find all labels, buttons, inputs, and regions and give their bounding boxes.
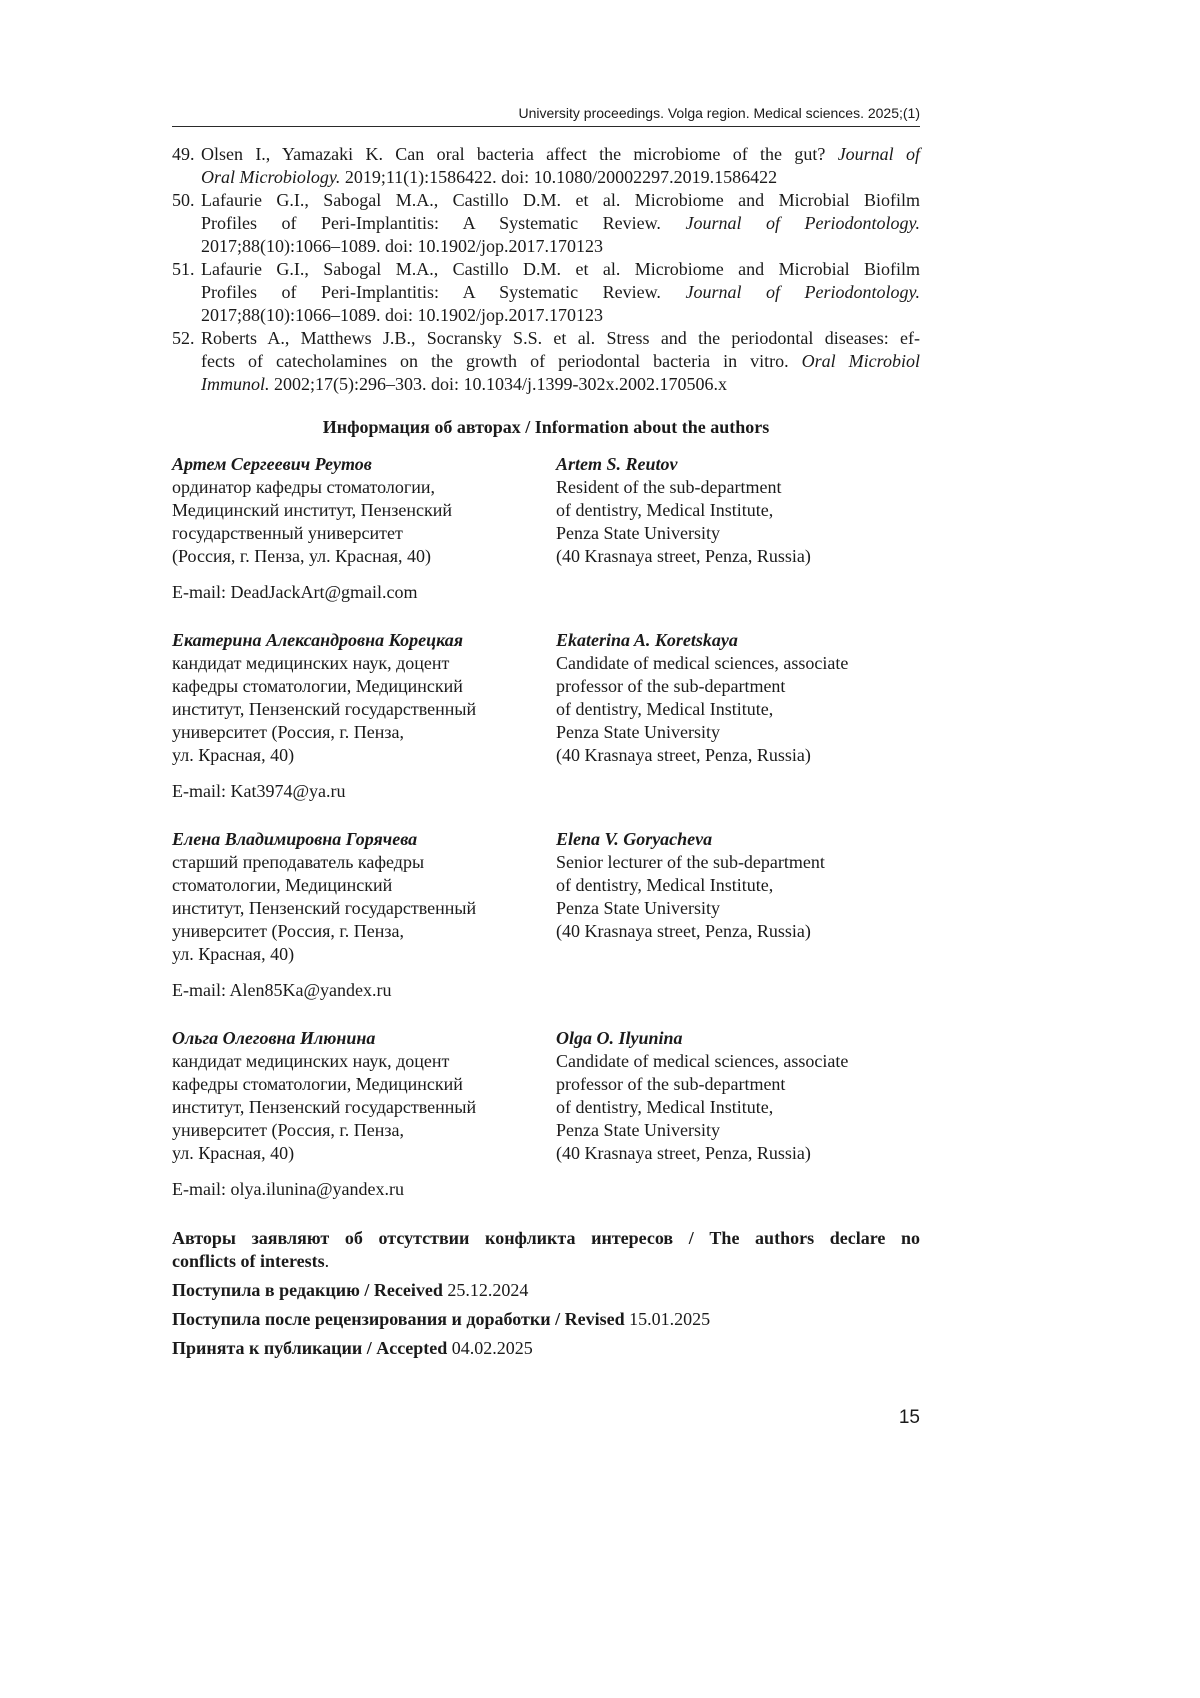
affiliation-line-ru: университет (Россия, г. Пенза, <box>172 921 404 941</box>
reference-item <box>172 189 920 258</box>
affiliation-line-en: Penza State University <box>556 722 720 742</box>
reference-line <box>201 143 920 166</box>
author-name-ru: Ольга Олеговна Илюнина <box>172 1028 376 1048</box>
affiliation-line-ru: ул. Красная, 40) <box>172 1143 295 1163</box>
date-label: Поступила в редакцию / Received <box>172 1280 443 1300</box>
author-name-ru: Артем Сергеевич Реутов <box>172 454 372 474</box>
reference-line <box>201 327 920 350</box>
author-info-ru <box>172 828 556 966</box>
affiliation-line-en: Resident of the sub-department <box>556 477 782 497</box>
reference-text: fects of catecholamines on the growth of periodontal bacteria in vitro. <box>201 351 802 371</box>
affiliation-line-ru: институт, Пензенский государственный <box>172 898 477 918</box>
reference-number: 51. <box>172 259 195 279</box>
affiliation-line-en: of dentistry, Medical Institute, <box>556 875 774 895</box>
running-header: University proceedings. Volga region. Medical sciences. 2025;(1) <box>172 102 920 127</box>
affiliation-line-ru: государственный университет <box>172 523 403 543</box>
email-address: Kat3974@ya.ru <box>230 781 346 801</box>
affiliation-line-ru: стоматологии, Медицинский <box>172 875 393 895</box>
journal-title: Oral Microbiology. <box>201 167 341 187</box>
affiliation-line-ru: кафедры стоматологии, Медицинский <box>172 1074 463 1094</box>
reference-text: 2017;88(10):1066–1089. doi: 10.1902/jop.2017.170123 <box>201 305 603 325</box>
affiliation-line-ru: ул. Красная, 40) <box>172 944 295 964</box>
affiliation-line-en: Penza State University <box>556 898 720 918</box>
affiliation-line-en: (40 Krasnaya street, Penza, Russia) <box>556 1143 811 1163</box>
affiliation-line-ru: Медицинский институт, Пензенский <box>172 500 452 520</box>
reference-line <box>201 258 920 281</box>
reference-line <box>201 350 920 373</box>
affiliation-line-en: Penza State University <box>556 523 720 543</box>
reference-text: Profiles of Peri-Implantitis: A Systematic Review. <box>201 282 686 302</box>
affiliation-line-en: Candidate of medical sciences, associate <box>556 1051 849 1071</box>
date-received <box>172 1279 920 1302</box>
journal-title: Journal of Periodontology. <box>685 213 920 233</box>
author-info-en <box>556 1027 920 1165</box>
date-accepted <box>172 1337 920 1360</box>
date-value: 15.01.2025 <box>624 1309 711 1329</box>
affiliation-line-ru: университет (Россия, г. Пенза, <box>172 1120 404 1140</box>
reference-line <box>201 212 920 235</box>
affiliation-line-en: of dentistry, Medical Institute, <box>556 500 774 520</box>
reference-line <box>201 304 920 327</box>
author-info-ru <box>172 629 556 767</box>
reference-text: Olsen I., Yamazaki K. Can oral bacteria affect the microbiome of the gut? <box>201 144 838 164</box>
reference-item <box>172 327 920 396</box>
affiliation-line-ru: институт, Пензенский государственный <box>172 699 477 719</box>
affiliation-line-en: (40 Krasnaya street, Penza, Russia) <box>556 546 811 566</box>
author-block <box>172 453 920 568</box>
journal-title: Journal of <box>837 144 921 164</box>
reference-number: 49. <box>172 144 195 164</box>
affiliation-line-en: Penza State University <box>556 1120 720 1140</box>
author-info-en <box>556 453 920 568</box>
affiliation-line-ru: ординатор кафедры стоматологии, <box>172 477 436 497</box>
page-content <box>172 143 920 1360</box>
conflict-line <box>172 1250 920 1273</box>
author-email <box>172 1178 920 1201</box>
reference-text: 2002;17(5):296–303. doi: 10.1034/j.1399-302x.2002.170506.x <box>269 374 727 394</box>
references-list <box>172 143 920 396</box>
email-label: E-mail: <box>172 1179 231 1199</box>
reference-line <box>201 235 920 258</box>
reference-text: 2017;88(10):1066–1089. doi: 10.1902/jop.2017.170123 <box>201 236 603 256</box>
conflict-end-punct: . <box>324 1251 330 1271</box>
author-name-en: Ekaterina A. Koretskaya <box>556 630 738 650</box>
conflict-text: conflicts of interests <box>172 1251 325 1271</box>
email-label: E-mail: <box>172 582 231 602</box>
author-block <box>172 629 920 767</box>
email-address: Alen85Ka@yandex.ru <box>229 980 392 1000</box>
conflict-statement <box>172 1227 920 1273</box>
affiliation-line-en: of dentistry, Medical Institute, <box>556 1097 774 1117</box>
reference-number: 50. <box>172 190 195 210</box>
author-email <box>172 780 920 803</box>
journal-title: Oral Microbiol <box>801 351 920 371</box>
author-name-ru: Елена Владимировна Горячева <box>172 829 418 849</box>
author-info-en <box>556 828 920 966</box>
authors-heading: Информация об авторах / Information about the authors <box>322 417 770 437</box>
author-name-en: Elena V. Goryacheva <box>556 829 713 849</box>
reference-number: 52. <box>172 328 195 348</box>
reference-text: Roberts A., Matthews J.B., Socransky S.S. et al. Stress and the periodontal diseases: ef- <box>201 328 920 348</box>
reference-line <box>201 281 920 304</box>
affiliation-line-en: (40 Krasnaya street, Penza, Russia) <box>556 745 811 765</box>
affiliation-line-ru: кандидат медицинских наук, доцент <box>172 1051 450 1071</box>
affiliation-line-ru: институт, Пензенский государственный <box>172 1097 477 1117</box>
affiliation-line-en: of dentistry, Medical Institute, <box>556 699 774 719</box>
affiliation-line-ru: ул. Красная, 40) <box>172 745 295 765</box>
affiliation-line-en: professor of the sub-department <box>556 676 786 696</box>
reference-text: Lafaurie G.I., Sabogal M.A., Castillo D.M. et al. Microbiome and Microbial Biofilm <box>201 259 920 279</box>
affiliation-line-en: Candidate of medical sciences, associate <box>556 653 849 673</box>
affiliation-line-ru: кандидат медицинских наук, доцент <box>172 653 450 673</box>
reference-text: Lafaurie G.I., Sabogal M.A., Castillo D.M. et al. Microbiome and Microbial Biofilm <box>201 190 920 210</box>
date-value: 25.12.2024 <box>442 1280 529 1300</box>
affiliation-line-ru: кафедры стоматологии, Медицинский <box>172 676 463 696</box>
affiliation-line-en: (40 Krasnaya street, Penza, Russia) <box>556 921 811 941</box>
author-info-en <box>556 629 920 767</box>
journal-title: Journal of Periodontology. <box>685 282 920 302</box>
author-info-ru <box>172 1027 556 1165</box>
author-email <box>172 581 920 604</box>
reference-item <box>172 258 920 327</box>
date-revised <box>172 1308 920 1331</box>
reference-text: 2019;11(1):1586422. doi: 10.1080/20002297.2019.1586422 <box>340 167 778 187</box>
reference-text: Profiles of Peri-Implantitis: A Systematic Review. <box>201 213 686 233</box>
author-block <box>172 828 920 966</box>
email-label: E-mail: <box>172 781 231 801</box>
journal-title: Immunol. <box>201 374 270 394</box>
reference-item <box>172 143 920 189</box>
email-address: olya.ilunina@yandex.ru <box>230 1179 405 1199</box>
email-label: E-mail: <box>172 980 230 1000</box>
page-number: 15 <box>898 1407 920 1428</box>
author-name-en: Artem S. Reutov <box>556 454 678 474</box>
email-address: DeadJackArt@gmail.com <box>230 582 418 602</box>
affiliation-line-en: professor of the sub-department <box>556 1074 786 1094</box>
reference-line <box>201 373 920 396</box>
date-value: 04.02.2025 <box>447 1338 533 1358</box>
author-name-ru: Екатерина Александровна Корецкая <box>172 630 464 650</box>
affiliation-line-ru: (Россия, г. Пенза, ул. Красная, 40) <box>172 546 432 566</box>
conflict-line: Авторы заявляют об отсутствии конфликта интересов / The authors declare no <box>172 1228 920 1248</box>
author-block <box>172 1027 920 1165</box>
affiliation-line-en: Senior lecturer of the sub-department <box>556 852 825 872</box>
reference-line <box>201 189 920 212</box>
author-email <box>172 979 920 1002</box>
date-label: Поступила после рецензирования и доработки / Revised <box>172 1309 625 1329</box>
author-name-en: Olga O. Ilyunina <box>556 1028 683 1048</box>
reference-line <box>201 166 920 189</box>
affiliation-line-ru: университет (Россия, г. Пенза, <box>172 722 404 742</box>
date-label: Принята к публикации / Accepted <box>172 1338 448 1358</box>
author-info-ru <box>172 453 556 568</box>
affiliation-line-ru: старший преподаватель кафедры <box>172 852 425 872</box>
